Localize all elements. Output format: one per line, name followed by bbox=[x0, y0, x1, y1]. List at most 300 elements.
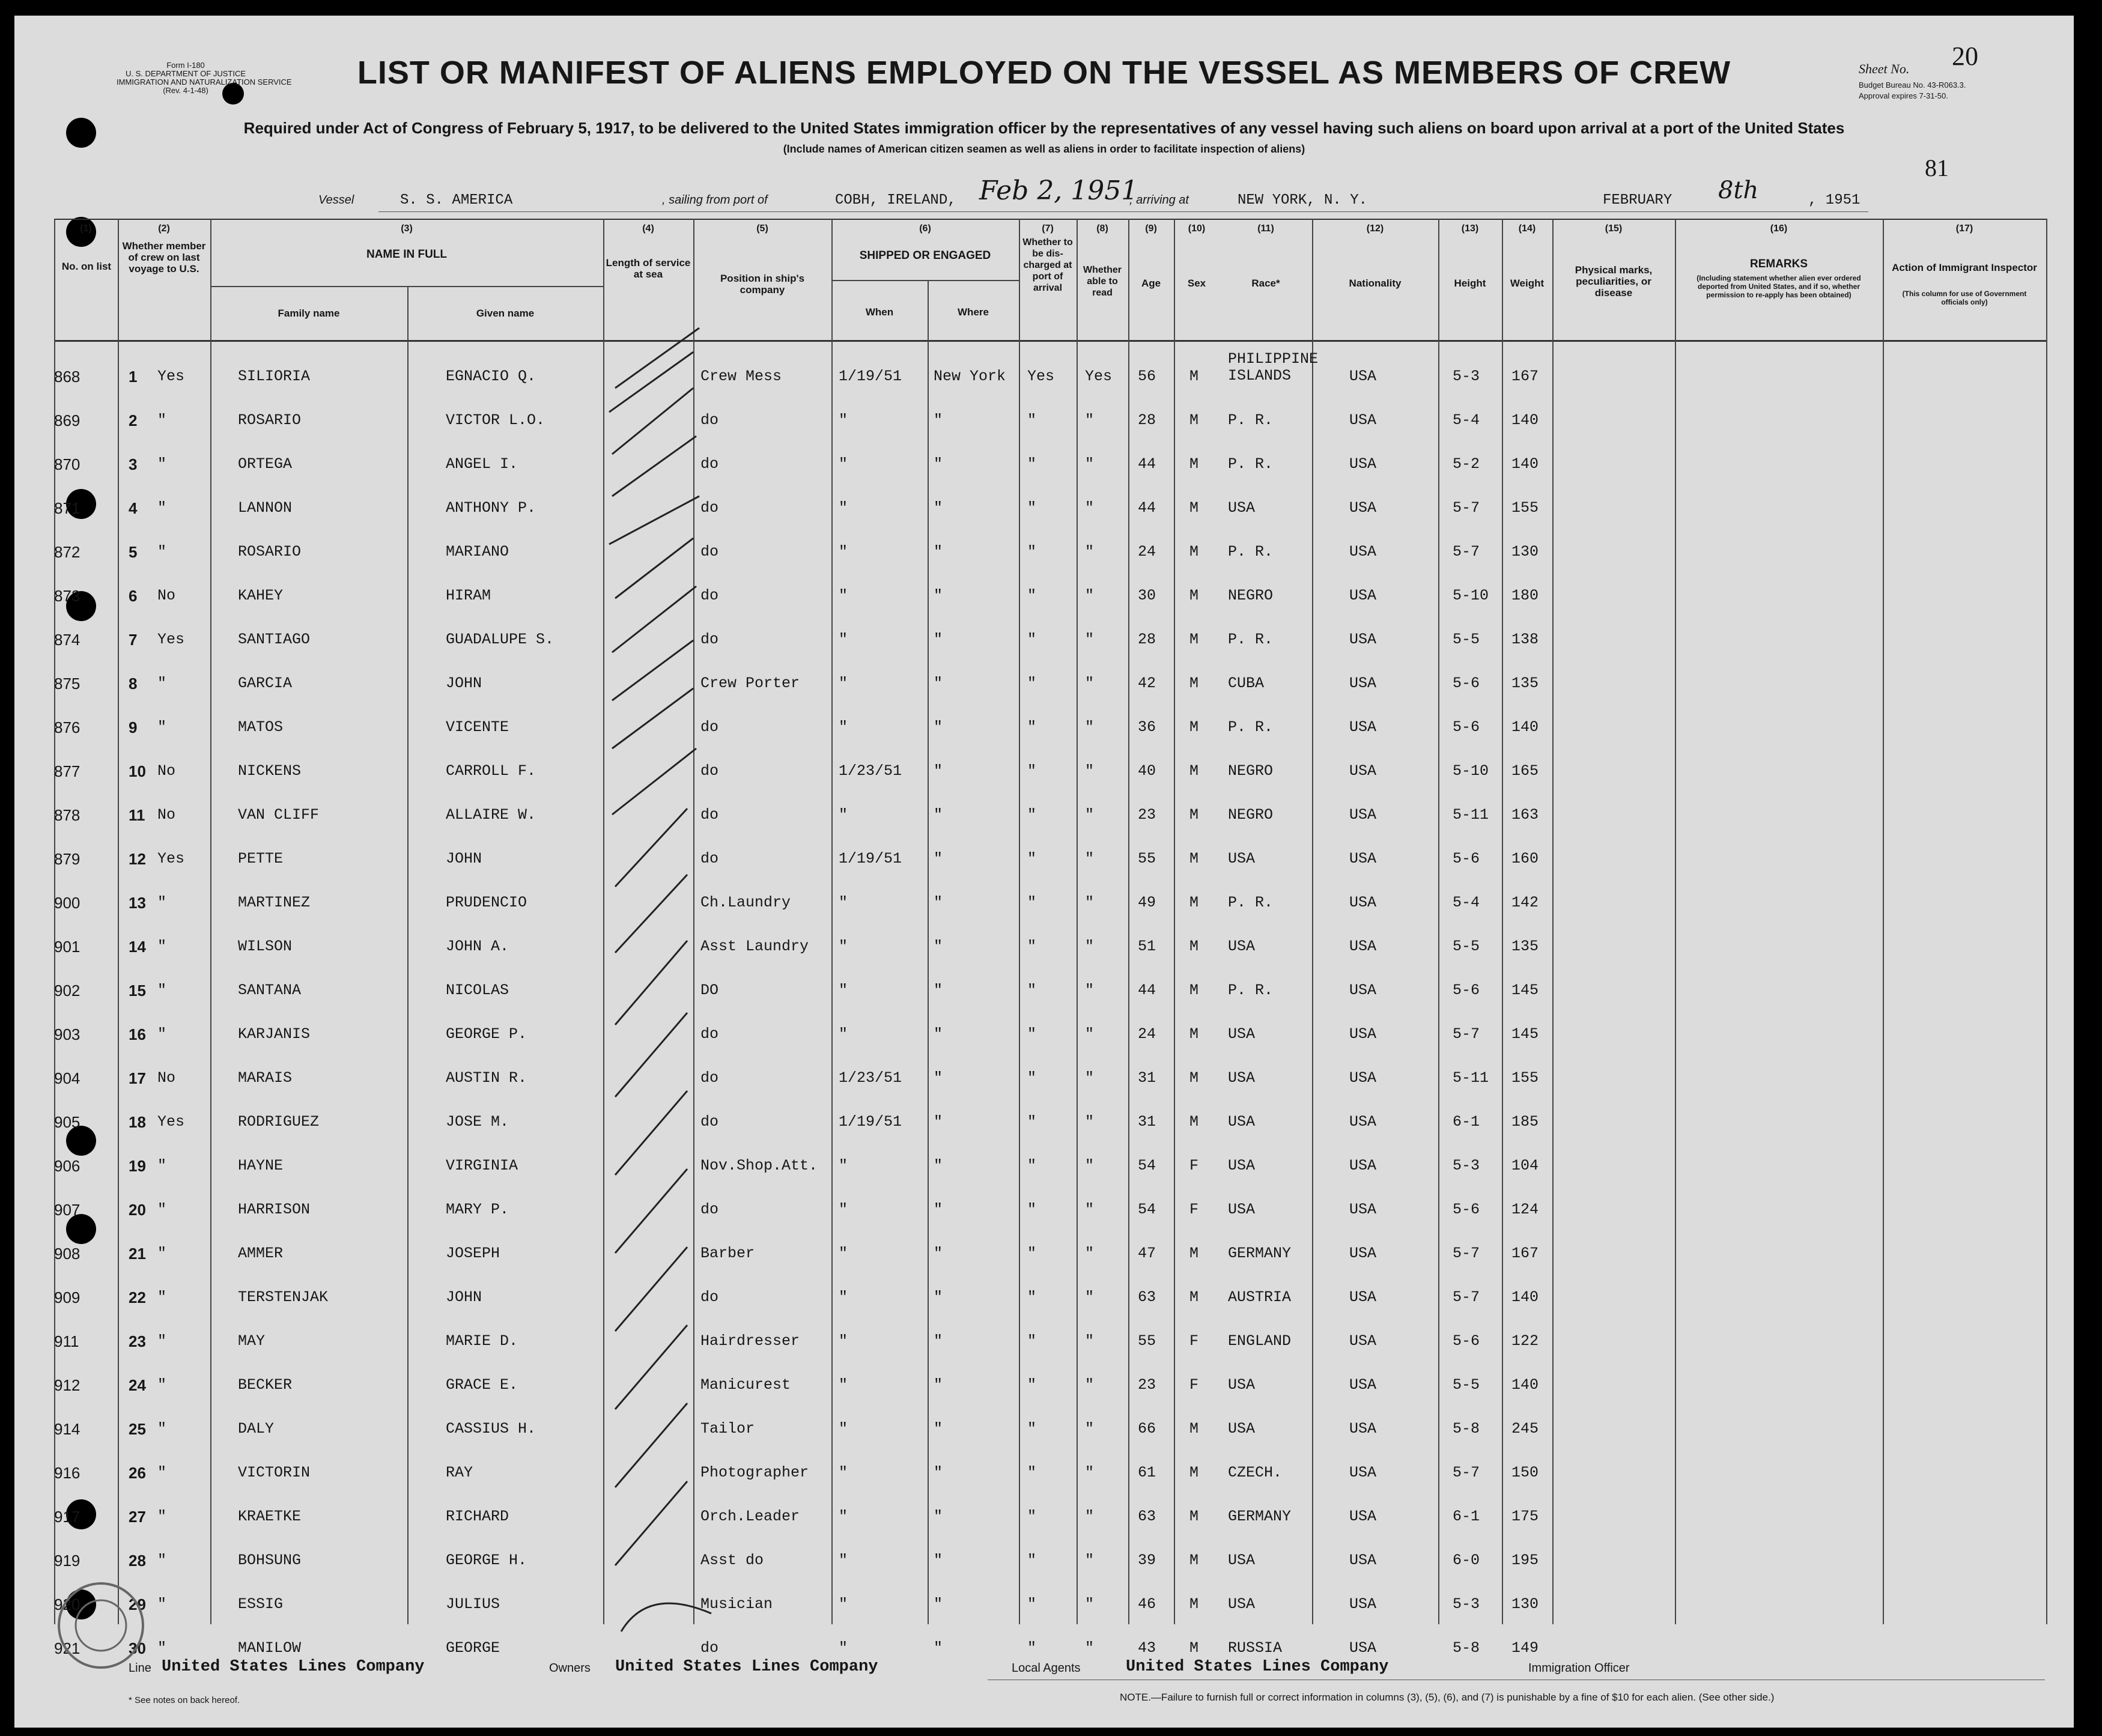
given-name-cell: GRACE E. bbox=[446, 1376, 518, 1394]
col-num: (10) bbox=[1188, 223, 1206, 234]
col-divider bbox=[831, 219, 833, 1624]
margin-number: 879 bbox=[54, 850, 80, 868]
sex-cell: M bbox=[1189, 1464, 1199, 1481]
last-voyage-cell: " bbox=[157, 1201, 167, 1218]
shipped-where-cell: " bbox=[934, 411, 943, 429]
document-subnote: (Include names of American citizen seamen as well as aliens in order to facilitate inspection of aliens) bbox=[783, 143, 1305, 155]
arrival-month: FEBRUARY bbox=[1603, 192, 1672, 208]
height-cell: 5-3 bbox=[1453, 368, 1480, 385]
sex-cell: F bbox=[1189, 1332, 1199, 1350]
header-position: Position in ship's company bbox=[720, 273, 805, 296]
able-read-cell: " bbox=[1085, 1245, 1095, 1262]
nationality-cell: USA bbox=[1349, 411, 1377, 429]
family-name-cell: SANTIAGO bbox=[238, 631, 311, 648]
position-cell: do bbox=[700, 499, 719, 517]
last-voyage-cell: " bbox=[157, 1157, 167, 1174]
row-number: 17 bbox=[129, 1069, 146, 1087]
table-row bbox=[14, 938, 2074, 956]
header-remarks: REMARKS bbox=[1749, 258, 1808, 270]
given-name-cell: GEORGE P. bbox=[446, 1025, 527, 1043]
header-remarks-note: (Including statement whether alien ever ordered deported from United States, and if so, whether permission to re-apply has been obtained) bbox=[1696, 274, 1861, 299]
margin-number: 901 bbox=[54, 938, 80, 956]
header-nationality: Nationality bbox=[1349, 278, 1402, 289]
sex-cell: M bbox=[1189, 850, 1199, 867]
weight-cell: 165 bbox=[1511, 762, 1539, 780]
vessel-name: S. S. AMERICA bbox=[400, 192, 513, 208]
sex-cell: M bbox=[1189, 762, 1199, 780]
position-cell: Hairdresser bbox=[700, 1332, 800, 1350]
able-read-cell: " bbox=[1085, 850, 1095, 867]
able-read-cell: " bbox=[1085, 894, 1095, 911]
margin-number: 873 bbox=[54, 587, 80, 605]
race-cell: USA bbox=[1228, 938, 1256, 955]
race-cell: USA bbox=[1228, 1113, 1256, 1131]
shipped-when-cell: " bbox=[839, 806, 848, 824]
race-cell: USA bbox=[1228, 1595, 1256, 1613]
footer-line: United States Lines Company bbox=[162, 1658, 425, 1676]
row-number: 8 bbox=[129, 675, 138, 693]
height-cell: 5-7 bbox=[1453, 1245, 1480, 1262]
table-row bbox=[14, 1332, 2074, 1350]
row-number: 18 bbox=[129, 1113, 146, 1131]
col-divider bbox=[1502, 219, 1503, 1624]
shipped-where-cell: " bbox=[934, 1376, 943, 1394]
sex-cell: M bbox=[1189, 718, 1199, 736]
family-name-cell: MANILOW bbox=[238, 1639, 302, 1657]
race-cell: NEGRO bbox=[1228, 762, 1274, 780]
sex-cell: M bbox=[1189, 1025, 1199, 1043]
row-number: 3 bbox=[129, 455, 138, 473]
shipped-when-cell: " bbox=[839, 1508, 848, 1525]
weight-cell: 130 bbox=[1511, 543, 1539, 560]
footer-agents: United States Lines Company bbox=[1126, 1658, 1389, 1676]
position-cell: do bbox=[700, 587, 719, 604]
given-name-cell: ANTHONY P. bbox=[446, 499, 536, 517]
discharged-cell: " bbox=[1027, 1595, 1037, 1613]
shipped-when-cell: " bbox=[839, 1025, 848, 1043]
age-cell: 40 bbox=[1138, 762, 1156, 780]
row-number: 28 bbox=[129, 1552, 146, 1570]
weight-cell: 160 bbox=[1511, 850, 1539, 867]
race-cell: CUBA bbox=[1228, 675, 1265, 692]
race-cell: P. R. bbox=[1228, 718, 1274, 736]
table-row bbox=[14, 455, 2074, 473]
name-subheader-line bbox=[210, 286, 603, 287]
age-cell: 55 bbox=[1138, 850, 1156, 867]
race-cell: GERMANY bbox=[1228, 1508, 1292, 1525]
age-cell: 61 bbox=[1138, 1464, 1156, 1481]
margin-number: 906 bbox=[54, 1157, 80, 1175]
col-num: (12) bbox=[1366, 223, 1384, 234]
age-cell: 31 bbox=[1138, 1069, 1156, 1087]
family-name-cell: VICTORIN bbox=[238, 1464, 311, 1481]
col-divider bbox=[210, 219, 211, 1624]
col-divider bbox=[1128, 219, 1129, 1624]
age-cell: 39 bbox=[1138, 1552, 1156, 1569]
table-row bbox=[14, 350, 2074, 386]
shipped-where-cell: " bbox=[934, 675, 943, 692]
nationality-cell: USA bbox=[1349, 850, 1377, 867]
race-cell: USA bbox=[1228, 1025, 1256, 1043]
table-row bbox=[14, 1464, 2074, 1482]
able-read-cell: " bbox=[1085, 1464, 1095, 1481]
age-cell: 46 bbox=[1138, 1595, 1156, 1613]
able-read-cell: " bbox=[1085, 1201, 1095, 1218]
position-cell: do bbox=[700, 1201, 719, 1218]
col-num: (17) bbox=[1955, 223, 1973, 234]
header-where: Where bbox=[958, 306, 989, 318]
shipped-when-cell: " bbox=[839, 1639, 848, 1657]
able-read-cell: " bbox=[1085, 1595, 1095, 1613]
sex-cell: M bbox=[1189, 1595, 1199, 1613]
able-read-cell: " bbox=[1085, 762, 1095, 780]
sex-cell: M bbox=[1189, 631, 1199, 648]
margin-number: 872 bbox=[54, 543, 80, 561]
row-number: 2 bbox=[129, 411, 138, 429]
able-read-cell: " bbox=[1085, 1420, 1095, 1437]
position-cell: do bbox=[700, 1288, 719, 1306]
age-cell: 63 bbox=[1138, 1508, 1156, 1525]
shipped-where-cell: " bbox=[934, 631, 943, 648]
nationality-cell: USA bbox=[1349, 938, 1377, 955]
table-row bbox=[14, 762, 2074, 780]
race-cell: P. R. bbox=[1228, 894, 1274, 911]
shipped-when-cell: " bbox=[839, 631, 848, 648]
shipped-where-cell: " bbox=[934, 455, 943, 473]
position-cell: do bbox=[700, 806, 719, 824]
table-row bbox=[14, 631, 2074, 649]
header-physical-marks: Physical marks, peculiarities, or disease bbox=[1575, 264, 1653, 299]
weight-cell: 142 bbox=[1511, 894, 1539, 911]
discharged-cell: " bbox=[1027, 806, 1037, 824]
height-cell: 5-8 bbox=[1453, 1639, 1480, 1657]
discharged-cell: " bbox=[1027, 762, 1037, 780]
row-number: 25 bbox=[129, 1420, 146, 1438]
height-cell: 5-5 bbox=[1453, 631, 1480, 648]
col-num: (5) bbox=[756, 223, 768, 234]
discharged-cell: " bbox=[1027, 455, 1037, 473]
family-name-cell: MARTINEZ bbox=[238, 894, 311, 911]
col-num: (8) bbox=[1096, 223, 1108, 234]
nationality-cell: USA bbox=[1349, 1245, 1377, 1262]
family-name-cell: ROSARIO bbox=[238, 543, 302, 560]
able-read-cell: " bbox=[1085, 938, 1095, 955]
able-read-cell: " bbox=[1085, 1639, 1095, 1657]
last-voyage-cell: " bbox=[157, 411, 167, 429]
margin-number: 907 bbox=[54, 1201, 80, 1219]
sex-cell: M bbox=[1189, 499, 1199, 517]
height-cell: 6-1 bbox=[1453, 1113, 1480, 1131]
nationality-cell: USA bbox=[1349, 1025, 1377, 1043]
given-name-cell: RICHARD bbox=[446, 1508, 509, 1525]
race-cell: USA bbox=[1228, 850, 1256, 867]
position-cell: do bbox=[700, 543, 719, 560]
weight-cell: 185 bbox=[1511, 1113, 1539, 1131]
row-number: 12 bbox=[129, 850, 146, 868]
shipped-when-cell: " bbox=[839, 499, 848, 517]
sex-cell: M bbox=[1189, 1069, 1199, 1087]
header-sex: Sex bbox=[1187, 278, 1206, 289]
table-row bbox=[14, 1069, 2074, 1087]
height-cell: 5-6 bbox=[1453, 675, 1480, 692]
nationality-cell: USA bbox=[1349, 1639, 1377, 1657]
shipped-where-cell: " bbox=[934, 938, 943, 955]
position-cell: do bbox=[700, 1113, 719, 1131]
table-row bbox=[14, 499, 2074, 517]
nationality-cell: USA bbox=[1349, 1157, 1377, 1174]
given-name-cell: AUSTIN R. bbox=[446, 1069, 527, 1087]
discharged-cell: " bbox=[1027, 1332, 1037, 1350]
col-divider bbox=[1019, 219, 1020, 1624]
manifest-sheet bbox=[14, 16, 2074, 1728]
age-cell: 24 bbox=[1138, 543, 1156, 560]
shipped-where-cell: " bbox=[934, 1201, 943, 1218]
age-cell: 36 bbox=[1138, 718, 1156, 736]
family-name-cell: MARAIS bbox=[238, 1069, 293, 1087]
age-cell: 31 bbox=[1138, 1113, 1156, 1131]
shipped-where-cell: " bbox=[934, 806, 943, 824]
race-cell: P. R. bbox=[1228, 455, 1274, 473]
family-name-cell: RODRIGUEZ bbox=[238, 1113, 320, 1131]
last-voyage-cell: Yes bbox=[157, 850, 185, 867]
col-num: (7) bbox=[1042, 223, 1054, 234]
race-cell: CZECH. bbox=[1228, 1464, 1283, 1481]
shipped-where-cell: " bbox=[934, 850, 943, 867]
col-num: (4) bbox=[642, 223, 654, 234]
discharged-cell: " bbox=[1027, 1157, 1037, 1174]
shipped-when-cell: " bbox=[839, 1201, 848, 1218]
sheet-number: 20 bbox=[1952, 41, 1978, 71]
discharged-cell: " bbox=[1027, 543, 1037, 560]
margin-number: 878 bbox=[54, 806, 80, 824]
sex-cell: M bbox=[1189, 1113, 1199, 1131]
approval-expires: Approval expires 7-31-50. bbox=[1859, 91, 1948, 100]
discharged-cell: " bbox=[1027, 982, 1037, 999]
sex-cell: M bbox=[1189, 938, 1199, 955]
given-name-cell: NICOLAS bbox=[446, 982, 509, 999]
sex-cell: M bbox=[1189, 1288, 1199, 1306]
height-cell: 5-5 bbox=[1453, 1376, 1480, 1394]
last-voyage-cell: " bbox=[157, 938, 167, 955]
last-voyage-cell: " bbox=[157, 894, 167, 911]
shipped-where-cell: " bbox=[934, 1157, 943, 1174]
family-name-cell: DALY bbox=[238, 1420, 275, 1437]
discharged-cell: " bbox=[1027, 894, 1037, 911]
position-cell: do bbox=[700, 411, 719, 429]
row-number: 24 bbox=[129, 1376, 146, 1394]
shipped-when-cell: " bbox=[839, 718, 848, 736]
weight-cell: 167 bbox=[1511, 1245, 1539, 1262]
footer-note: NOTE.—Failure to furnish full or correct information in columns (3), (5), (6), and (7) is punishable by a fine of $10 for each alien. (See other side.) bbox=[1120, 1692, 1775, 1703]
margin-number: 911 bbox=[54, 1332, 79, 1350]
shipped-when-cell: " bbox=[839, 1552, 848, 1569]
table-row bbox=[14, 543, 2074, 561]
weight-cell: 140 bbox=[1511, 455, 1539, 473]
table-row bbox=[14, 1288, 2074, 1307]
race-cell: NEGRO bbox=[1228, 806, 1274, 824]
discharged-cell: " bbox=[1027, 631, 1037, 648]
nationality-cell: USA bbox=[1349, 1552, 1377, 1569]
shipped-where-cell: " bbox=[934, 1595, 943, 1613]
footer-see-back: * See notes on back hereof. bbox=[129, 1695, 240, 1705]
shipped-when-cell: " bbox=[839, 894, 848, 911]
row-number: 20 bbox=[129, 1201, 146, 1219]
table-row bbox=[14, 982, 2074, 1000]
given-name-cell: VIRGINIA bbox=[446, 1157, 518, 1174]
shipped-when-cell: 1/23/51 bbox=[839, 1069, 902, 1087]
family-name-cell: SANTANA bbox=[238, 982, 302, 999]
col-divider bbox=[1883, 219, 1884, 1624]
margin-number: 869 bbox=[54, 411, 80, 429]
row-number: 7 bbox=[129, 631, 138, 649]
col-divider bbox=[1438, 219, 1439, 1624]
footer-line-label: Line bbox=[129, 1662, 151, 1675]
given-name-cell: CARROLL F. bbox=[446, 762, 536, 780]
given-name-cell: JOSE M. bbox=[446, 1113, 509, 1131]
last-voyage-cell: " bbox=[157, 718, 167, 736]
height-cell: 5-8 bbox=[1453, 1420, 1480, 1437]
height-cell: 5-11 bbox=[1453, 1069, 1489, 1087]
shipped-where-cell: " bbox=[934, 718, 943, 736]
given-name-cell: RAY bbox=[446, 1464, 473, 1481]
weight-cell: 122 bbox=[1511, 1332, 1539, 1350]
footer-owners-label: Owners bbox=[549, 1662, 591, 1675]
height-cell: 5-11 bbox=[1453, 806, 1489, 824]
discharged-cell: " bbox=[1027, 1552, 1037, 1569]
shipped-when-cell: " bbox=[839, 1376, 848, 1394]
table-row bbox=[14, 1245, 2074, 1263]
able-read-cell: " bbox=[1085, 543, 1095, 560]
age-cell: 28 bbox=[1138, 631, 1156, 648]
margin-number: 912 bbox=[54, 1376, 80, 1394]
able-read-cell: " bbox=[1085, 587, 1095, 604]
shipped-where-cell: " bbox=[934, 982, 943, 999]
sex-cell: F bbox=[1189, 1157, 1199, 1174]
weight-cell: 140 bbox=[1511, 411, 1539, 429]
margin-number: 921 bbox=[54, 1639, 80, 1657]
position-cell: Musician bbox=[700, 1595, 773, 1613]
row-number: 19 bbox=[129, 1157, 146, 1175]
weight-cell: 140 bbox=[1511, 1288, 1539, 1306]
last-voyage-cell: No bbox=[157, 587, 176, 604]
able-read-cell: " bbox=[1085, 631, 1095, 648]
margin-number: 900 bbox=[54, 894, 80, 912]
given-name-cell: GEORGE bbox=[446, 1639, 500, 1657]
sex-cell: M bbox=[1189, 982, 1199, 999]
height-cell: 5-7 bbox=[1453, 499, 1480, 517]
race-cell: USA bbox=[1228, 1157, 1256, 1174]
row-number: 22 bbox=[129, 1288, 146, 1307]
given-name-cell: GEORGE H. bbox=[446, 1552, 527, 1569]
sex-cell: M bbox=[1189, 455, 1199, 473]
height-cell: 5-10 bbox=[1453, 762, 1489, 780]
position-cell: do bbox=[700, 718, 719, 736]
col-num: (3) bbox=[401, 223, 413, 234]
height-cell: 5-3 bbox=[1453, 1595, 1480, 1613]
vessel-label: Vessel bbox=[318, 193, 354, 207]
table-row bbox=[14, 1113, 2074, 1131]
family-name-cell: PETTE bbox=[238, 850, 284, 867]
margin-number: 903 bbox=[54, 1025, 80, 1043]
race-cell: USA bbox=[1228, 499, 1256, 517]
sex-cell: F bbox=[1189, 1201, 1199, 1218]
family-name-cell: MATOS bbox=[238, 718, 284, 736]
given-name-cell: MARIANO bbox=[446, 543, 509, 560]
given-name-cell: JOHN A. bbox=[446, 938, 509, 955]
last-voyage-cell: Yes bbox=[157, 368, 185, 385]
header-weight: Weight bbox=[1510, 278, 1545, 289]
shipped-when-cell: " bbox=[839, 938, 848, 955]
race-cell: P. R. bbox=[1228, 631, 1274, 648]
col-divider bbox=[2046, 219, 2047, 1624]
col-divider bbox=[1552, 219, 1554, 1624]
height-cell: 5-6 bbox=[1453, 1201, 1480, 1218]
last-voyage-cell: " bbox=[157, 982, 167, 999]
last-voyage-cell: No bbox=[157, 1069, 176, 1087]
document-title: LIST OR MANIFEST OF ALIENS EMPLOYED ON THE VESSEL AS MEMBERS OF CREW bbox=[357, 55, 1731, 91]
family-name-cell: VAN CLIFF bbox=[238, 806, 320, 824]
nationality-cell: USA bbox=[1349, 1595, 1377, 1613]
row-number: 30 bbox=[129, 1639, 146, 1657]
shipped-when-cell: " bbox=[839, 1157, 848, 1174]
discharged-cell: " bbox=[1027, 675, 1037, 692]
able-read-cell: " bbox=[1085, 1332, 1095, 1350]
given-name-cell: VICTOR L.O. bbox=[446, 411, 545, 429]
shipped-where-cell: " bbox=[934, 1464, 943, 1481]
nationality-cell: USA bbox=[1349, 587, 1377, 604]
shipped-when-cell: " bbox=[839, 587, 848, 604]
family-name-cell: ROSARIO bbox=[238, 411, 302, 429]
family-name-cell: HARRISON bbox=[238, 1201, 311, 1218]
sailing-port: COBH, IRELAND, bbox=[835, 192, 956, 208]
height-cell: 5-6 bbox=[1453, 1332, 1480, 1350]
age-cell: 56 bbox=[1138, 368, 1156, 385]
nationality-cell: USA bbox=[1349, 1376, 1377, 1394]
voyage-underline bbox=[378, 211, 1868, 212]
row-number: 16 bbox=[129, 1025, 146, 1043]
footer-owners: United States Lines Company bbox=[615, 1658, 878, 1676]
position-cell: Asst do bbox=[700, 1552, 764, 1569]
given-name-cell: ANGEL I. bbox=[446, 455, 518, 473]
margin-number: 917 bbox=[54, 1508, 80, 1526]
col-num: (1) bbox=[80, 223, 92, 234]
height-cell: 6-0 bbox=[1453, 1552, 1480, 1569]
able-read-cell: " bbox=[1085, 1552, 1095, 1569]
sex-cell: F bbox=[1189, 1376, 1199, 1394]
header-able-read: Whether able to read bbox=[1083, 265, 1122, 298]
nationality-cell: USA bbox=[1349, 1508, 1377, 1525]
shipped-where-cell: " bbox=[934, 1288, 943, 1306]
weight-cell: 163 bbox=[1511, 806, 1539, 824]
age-cell: 24 bbox=[1138, 1025, 1156, 1043]
table-row bbox=[14, 1025, 2074, 1043]
age-cell: 55 bbox=[1138, 1332, 1156, 1350]
table-row bbox=[14, 1420, 2074, 1438]
last-voyage-cell: " bbox=[157, 1245, 167, 1262]
age-cell: 51 bbox=[1138, 938, 1156, 955]
position-cell: Orch.Leader bbox=[700, 1508, 800, 1525]
position-cell: Asst Laundry bbox=[700, 938, 809, 955]
last-voyage-cell: No bbox=[157, 806, 176, 824]
race-cell: PHILIPPINE ISLANDS bbox=[1228, 350, 1319, 384]
last-voyage-cell: " bbox=[157, 1420, 167, 1437]
height-cell: 5-4 bbox=[1453, 894, 1480, 911]
header-height: Height bbox=[1454, 278, 1486, 289]
age-cell: 23 bbox=[1138, 806, 1156, 824]
nationality-cell: USA bbox=[1349, 762, 1377, 780]
sex-cell: M bbox=[1189, 587, 1199, 604]
given-name-cell: JOSEPH bbox=[446, 1245, 500, 1262]
